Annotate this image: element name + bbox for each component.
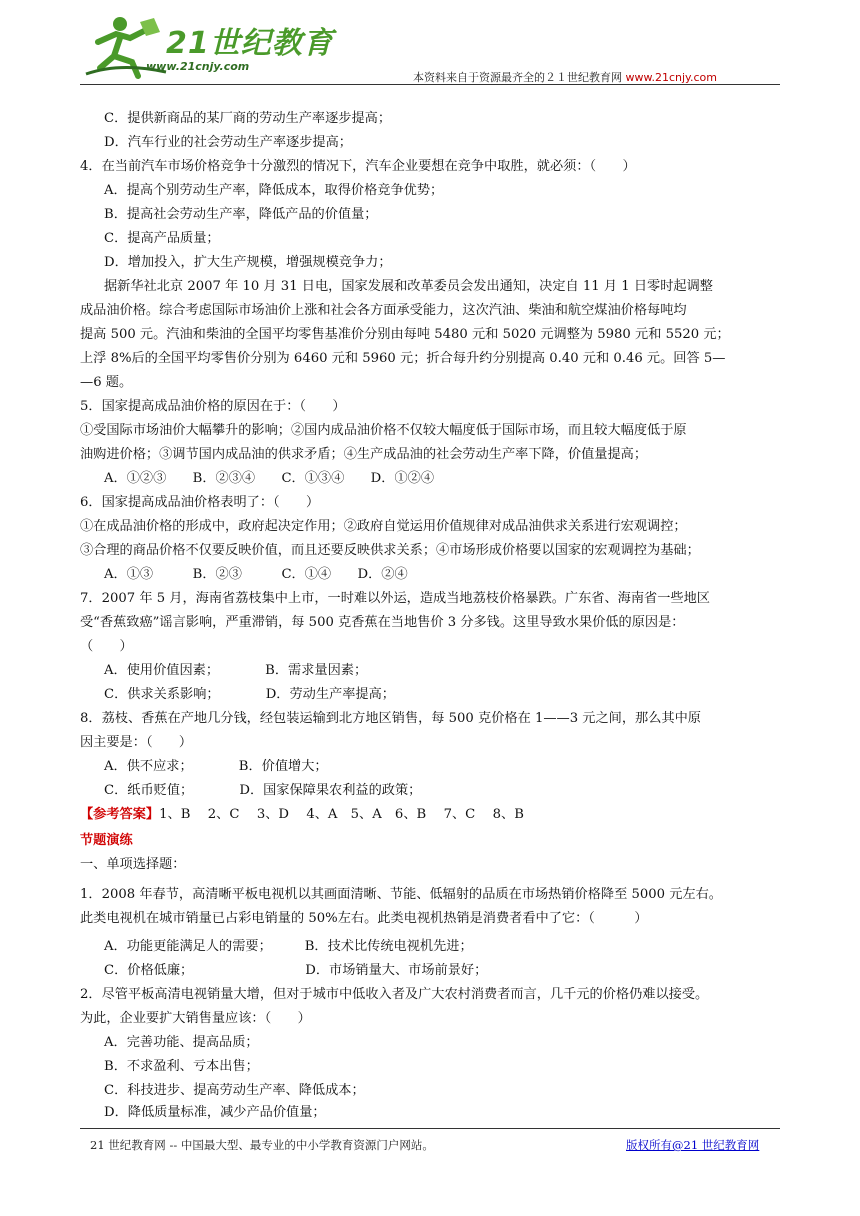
answer-key xyxy=(80,806,524,824)
logo-url: www.21cnjy.com xyxy=(146,60,250,73)
answer-text: 1、B 2、C 3、D 4、A 5、A 6、B 7、C 8、B xyxy=(159,807,524,822)
question-line: C．提供新商品的某厂商的劳动生产率逐步提高； xyxy=(104,111,392,126)
logo-title: 21世纪教育 xyxy=(166,26,334,61)
passage-line: —6 题。 xyxy=(80,375,133,390)
option-line: A．功能更能满足人的需要； B．技术比传统电视机先进； xyxy=(104,939,473,954)
question-line: ①受国际市场油价大幅攀升的影响；②国内成品油价格不仅较大幅度低于国际市场，而且较大幅度低于原 xyxy=(80,423,687,438)
header-note xyxy=(413,69,717,85)
header-note-text: 本资料来自于资源最齐全的２１世纪教育网 xyxy=(413,71,622,84)
option-line: B．不求盈利、亏本出售； xyxy=(104,1059,259,1074)
footer-text: 21 世纪教育网 -- 中国最大型、最专业的中小学教育资源门户网站。 xyxy=(90,1138,434,1152)
question-line: 8．荔枝、香蕉在产地几分钱，经包装运输到北方地区销售，每 500 克价格在 1——3 元之间，那么其中原 xyxy=(80,711,701,726)
option-line: A．完善功能、提高品质； xyxy=(104,1035,259,1050)
option-line: A．使用价值因素； B．需求量因素； xyxy=(104,663,368,678)
question-line: 2．尽管平板高清电视销量大增，但对于城市中低收入者及广大农村消费者而言，几千元的价格仍难以接受。 xyxy=(80,987,709,1002)
option-line: C．价格低廉； D．市场销量大、市场前景好； xyxy=(104,963,488,978)
answer-label: 【参考答案】 xyxy=(80,807,160,822)
option-line: D．降低质量标准，减少产品价值量； xyxy=(104,1105,326,1120)
passage-line: 成品油价格。综合考虑国际市场油价上涨和社会各方面承受能力，这次汽油、柴油和航空煤油价格每吨均 xyxy=(80,303,687,318)
question-line: D．汽车行业的社会劳动生产率逐步提高； xyxy=(104,135,352,150)
option-line: C．纸币贬值； D．国家保障果农利益的政策； xyxy=(104,783,422,798)
question-line: 为此，企业要扩大销售量应该：（ ） xyxy=(80,1011,311,1026)
question-line: 此类电视机在城市销量已占彩电销量的 50%左右。此类电视机热销是消费者看中了它：（ ） xyxy=(80,911,648,926)
copyright-link[interactable]: 版权所有@21 世纪教育网 xyxy=(626,1138,760,1152)
question-line: B．提高社会劳动生产率，降低产品的价值量； xyxy=(104,207,378,222)
option-line: C．科技进步、提高劳动生产率、降低成本； xyxy=(104,1083,365,1098)
question-line: ③合理的商品价格不仅要反映价值，而且还要反映供求关系；④市场形成价格要以国家的宏观调控为基础； xyxy=(80,543,700,558)
header-note-link[interactable]: www.21cnjy.com xyxy=(625,71,717,84)
site-logo xyxy=(80,12,334,82)
question-line: 6．国家提高成品油价格表明了：（ ） xyxy=(80,495,320,510)
option-line: C．供求关系影响； D．劳动生产率提高； xyxy=(104,687,395,702)
question-line: 7．2007 年 5 月，海南省荔枝集中上市，一时难以外运，造成当地荔枝价格暴跌。广东省、海南省一些地区 xyxy=(80,591,710,606)
question-line: （ ） xyxy=(80,639,133,654)
passage-line: 提高 500 元。汽油和柴油的全国平均零售基准价分别由每吨 5480 元和 5020 元调整为 5980 元和 5520 元； xyxy=(80,327,730,342)
passage-line: 上浮 8%后的全国平均零售价分别为 6460 元和 5960 元；折合每升约分别提高 0.40 元和 0.46 元。回答 5— xyxy=(80,351,726,366)
question-line: 5．国家提高成品油价格的原因在于：（ ） xyxy=(80,399,346,414)
option-line: A．供不应求； B．价值增大； xyxy=(104,759,328,774)
question-line: 因主要是：（ ） xyxy=(80,735,193,750)
question-line: 受“香蕉致癌”谣言影响，严重滞销，每 500 克香蕉在当地售价 3 分多钱。这里导致水果价低的原因是： xyxy=(80,615,685,630)
page-header xyxy=(80,12,780,84)
question-line: 油购进价格；③调节国内成品油的供求矛盾；④生产成品油的社会劳动生产率下降，价值量提高； xyxy=(80,447,648,462)
question-line: ①在成品油价格的形成中，政府起决定作用；②政府自觉运用价值规律对成品油供求关系进行宏观调控； xyxy=(80,519,687,534)
question-line: A．提高个别劳动生产率，降低成本，取得价格竞争优势； xyxy=(104,183,444,198)
question-line: 1．2008 年春节，高清晰平板电视机以其画面清晰、节能、低辐射的品质在市场热销价格降至 5000 元左右。 xyxy=(80,887,722,902)
question-line: C．提高产品质量； xyxy=(104,231,220,246)
option-line: A．①②③ B．②③④ C．①③④ D．①②④ xyxy=(104,471,435,486)
question-line: D．增加投入，扩大生产规模，增强规模竞争力； xyxy=(104,255,392,270)
section-subtitle: 一、单项选择题： xyxy=(80,857,186,872)
section-title: 节题演练 xyxy=(80,833,133,848)
header-divider xyxy=(80,84,780,85)
option-line: A．①③ B．②③ C．①④ D．②④ xyxy=(104,567,408,582)
footer-divider xyxy=(80,1128,780,1129)
passage-line: 据新华社北京 2007 年 10 月 31 日电，国家发展和改革委员会发出通知，决定自 11 月 1 日零时起调整 xyxy=(104,279,713,294)
question-line: 4．在当前汽车市场价格竞争十分激烈的情况下，汽车企业要想在竞争中取胜，就必须：（ ） xyxy=(80,159,636,174)
